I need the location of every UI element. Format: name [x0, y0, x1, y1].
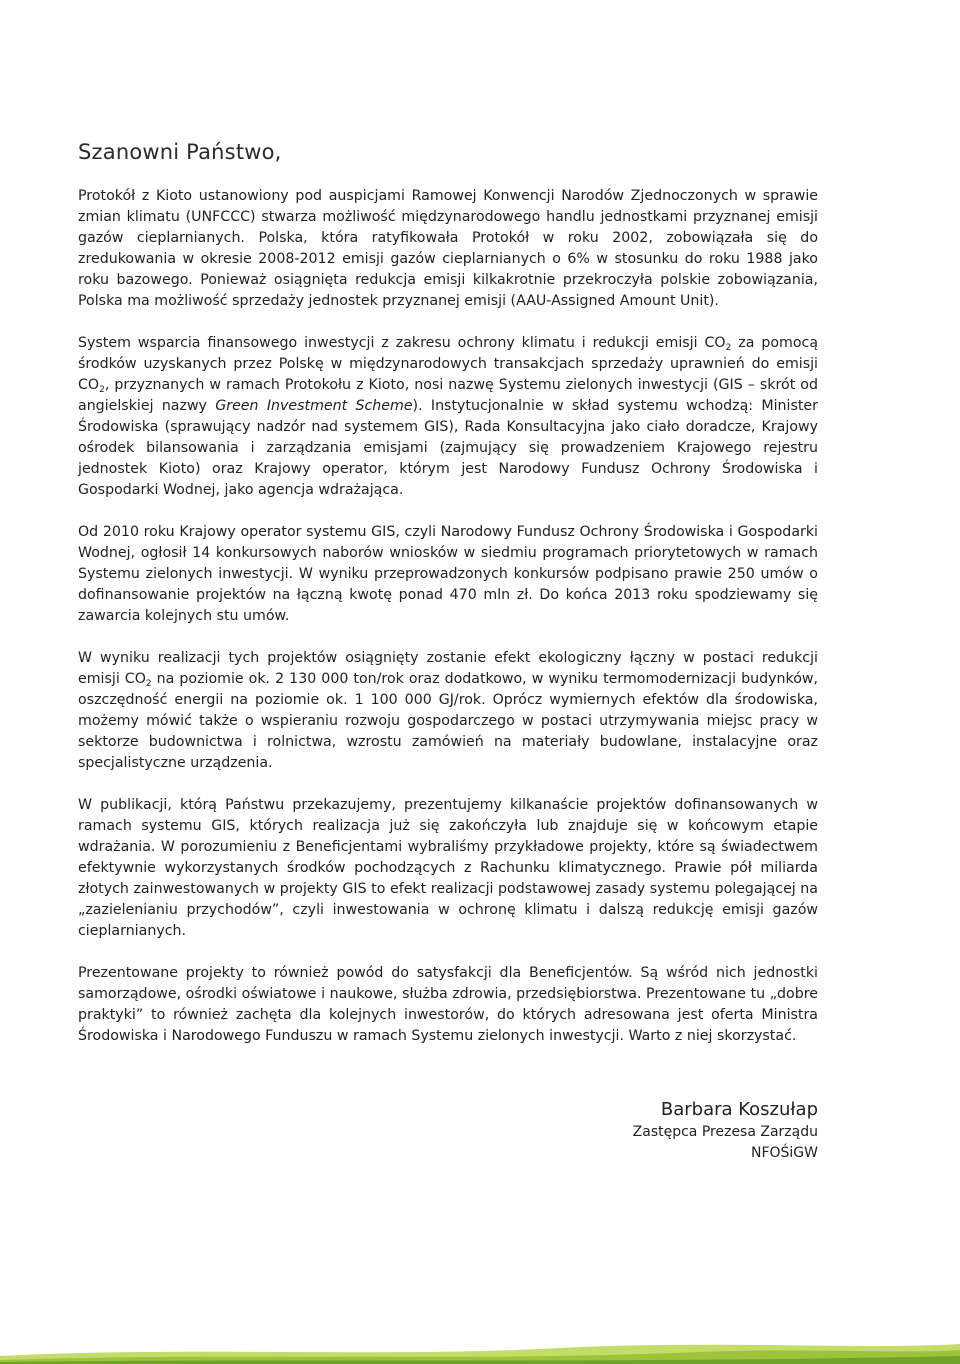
greeting-heading: Szanowni Państwo,	[78, 140, 282, 164]
paragraph-4-text-a: W wyniku realizacji tych projektów osiągnięty zostanie efekt ekologiczny łączny w postaci redukcji emisji CO	[78, 650, 818, 687]
letter-body	[78, 140, 818, 1068]
paragraph-3: Od 2010 roku Krajowy operator systemu GIS, czyli Narodowy Fundusz Ochrony Środowiska i Gospodarki Wodnej, ogłosił 14 konkursowych naborów wniosków w siedmiu programach priorytetowych w ramach Systemu zielonych inwestycji. W wyniku przeprowadzonych konkursów podpisano prawie 250 umów o dofinansowanie projektów na łączną kwotę ponad 470 mln zł. Do końca 2013 roku spodziewamy się zawarcia kolejnych stu umów.	[78, 524, 818, 624]
paragraph-2-text-d: ). Instytucjonalnie w skład systemu wchodzą: Minister Środowiska (sprawujący nadzór nad systemem GIS), Rada Konsultacyjna jako ciało doradcze, Krajowy ośrodek bilansowania i zarządzania emisjami (zajmujący się prowadzeniem Krajowego rejestru jednostek Kioto) oraz Krajowy operator, którym jest Narodowy Fundusz Ochrony Środowiska i Gospodarki Wodnej, jako agencja wdrażająca.	[78, 398, 818, 498]
paragraph-2-text-b: za pomocą środków uzyskanych przez Polskę w międzynarodowych transakcjach sprzedaży uprawnień do emisji CO	[78, 335, 819, 393]
green-investment-scheme-term: Green Investment Scheme	[215, 398, 413, 414]
signatory-role: Zastępca Prezesa Zarządu	[632, 1124, 818, 1140]
signatory-organization: NFOŚiGW	[750, 1145, 818, 1161]
co2-subscript: 2	[99, 385, 105, 395]
green-wave-decoration	[0, 1340, 960, 1364]
paragraph-4	[78, 648, 818, 774]
paragraph-2-text-a: System wsparcia finansowego inwestycji z zakresu ochrony klimatu i redukcji emisji CO	[78, 335, 726, 351]
paragraph-2-text-c: , przyznanych w ramach Protokołu z Kioto, nosi nazwę Systemu zielonych inwestycji (GIS – skrót od angielskiej nazwy	[78, 377, 818, 414]
co2-subscript: 2	[145, 679, 152, 689]
paragraph-2	[78, 333, 818, 501]
paragraph-1: Protokół z Kioto ustanowiony pod auspicjami Ramowej Konwencji Narodów Zjednoczonych w sprawie zmian klimatu (UNFCCC) stwarza możliwość międzynarodowego handlu jednostkami przyznanej emisji gazów cieplarnianych. Polska, która ratyfikowała Protokół w roku 2002, zobowiązała się do zredukowania w okresie 2008-2012 emisji gazów cieplarnianych o 6% w stosunku do roku 1988 jako roku bazowego. Ponieważ osiągnięta redukcja emisji kilkakrotnie przekroczyła polskie zobowiązania, Polska ma możliwość sprzedaży jednostek przyznanej emisji (AAU-Assigned Amount Unit).	[78, 188, 818, 309]
paragraph-5: W publikacji, którą Państwu przekazujemy, prezentujemy kilkanaście projektów dofinansowanych w ramach systemu GIS, których realizacja już się zakończyła lub znajduje się w końcowym etapie wdrażania. W porozumieniu z Beneficjentami wybraliśmy przykładowe projekty, które są świadectwem efektywnie wykorzystanych środków pochodzących z Rachunku klimatycznego. Prawie pół miliarda złotych zainwestowanych w projekty GIS to efekt realizacji podstawowej zasady systemu polegającej na „zazielenianiu przychodów”, czyli inwestowania w ochronę klimatu i dalszą redukcję emisji gazów cieplarnianych.	[78, 797, 818, 939]
signatory-name: Barbara Koszułap	[660, 1099, 818, 1120]
paragraph-4-text-b: na poziomie ok. 2 130 000 ton/rok oraz dodatkowo, w wyniku termomodernizacji budynków, oszczędność energii na poziomie ok. 1 100 000 GJ/rok. Oprócz wymiernych efektów dla środowiska, możemy mówić także o wspieraniu rozwoju gospodarczego w postaci utrzymywania miejsc pracy w sektorze budownictwa i rolnictwa, wzrostu zamówień na materiały budowlane, instalacyjne oraz specjalistyczne urządzenia.	[78, 671, 818, 771]
paragraph-6: Prezentowane projekty to również powód do satysfakcji dla Beneficjentów. Są wśród nich jednostki samorządowe, ośrodki oświatowe i naukowe, służba zdrowia, przedsiębiorstwa. Prezentowane tu „dobre praktyki” to również zachęta dla kolejnych inwestorów, do których adresowana jest oferta Ministra Środowiska i Narodowego Funduszu w ramach Systemu zielonych inwestycji. Warto z niej skorzystać.	[78, 965, 818, 1044]
signature-block	[633, 1098, 818, 1164]
co2-subscript: 2	[725, 343, 732, 353]
